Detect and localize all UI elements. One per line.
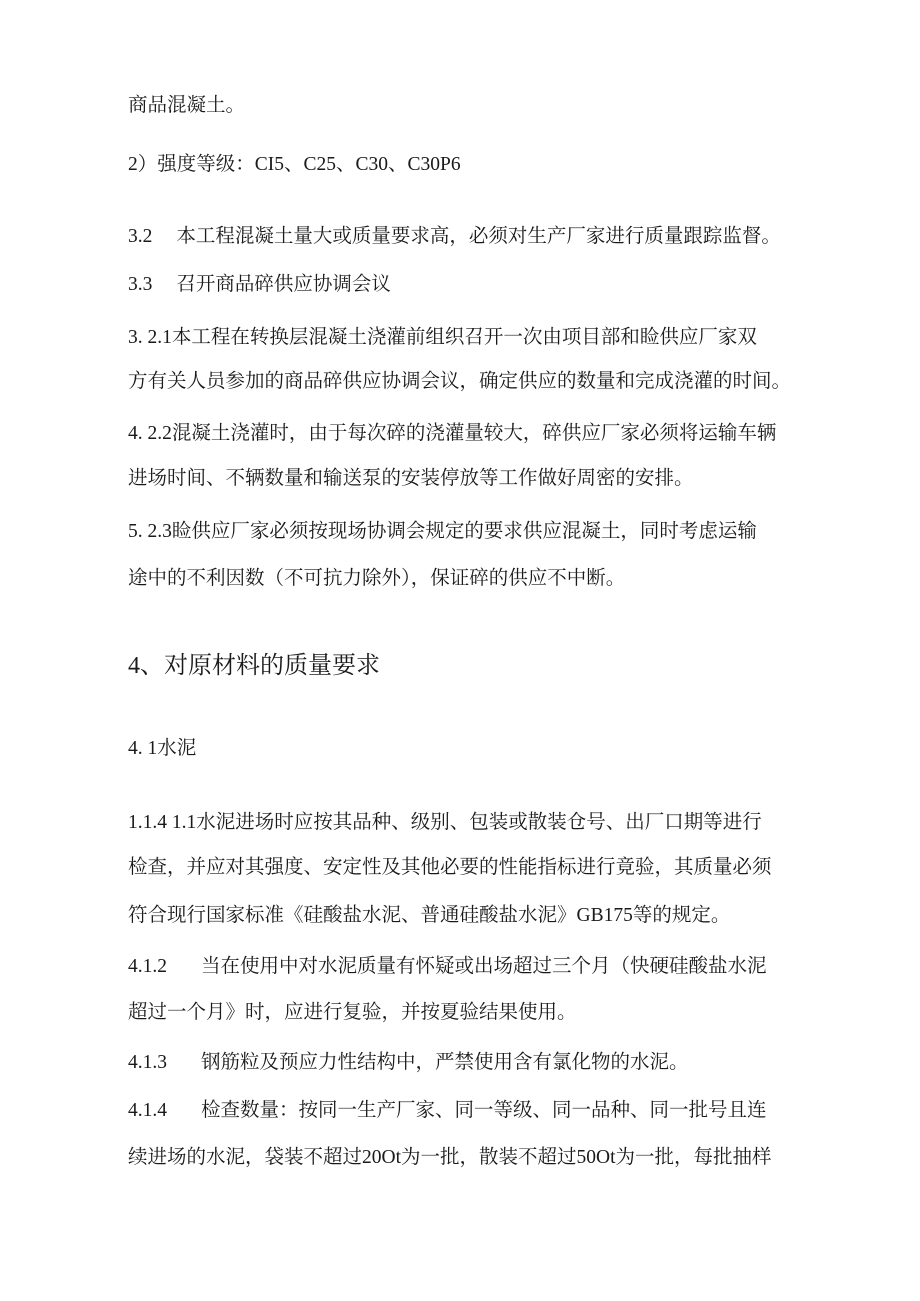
text-line: 3. 2.1本工程在转换层混凝土浇灌前组织召开一次由项目部和睑供应厂家双 — [128, 327, 757, 348]
text-line: 超过一个月》时，应进行复验，并按夏验结果使用。 — [128, 1002, 577, 1023]
subsection-heading: 4. 1水泥 — [128, 738, 197, 759]
text-line: 进场时间、不辆数量和输送泵的安装停放等工作做好周密的安排。 — [128, 468, 694, 489]
text-line: 续进场的水泥，袋装不超过20Ot为一批，散装不超过50Ot为一批，每批抽样 — [128, 1147, 772, 1168]
text-line: 2）强度等级：CI5、C25、C30、C30P6 — [128, 154, 461, 175]
section-heading: 4、对原材料的质量要求 — [128, 653, 380, 679]
text-line: 途中的不利因数（不可抗力除外），保证碎的供应不中断。 — [128, 568, 626, 589]
text-line: 4. 2.2混凝土浇灌时，由于每次碎的浇灌量较大，碎供应厂家必须将运输车辆 — [128, 423, 777, 444]
text-line: 1.1.4 1.1水泥进场时应按其品种、级别、包装或散装仓号、出厂口期等进行 — [128, 812, 762, 833]
text-line: 4.1.2 当在使用中对水泥质量有怀疑或出场超过三个月（快硬硅酸盐水泥 — [128, 956, 767, 977]
text-line: 4.1.3 钢筋粒及预应力性结构中，严禁使用含有氯化物的水泥。 — [128, 1052, 689, 1073]
text-line: 检查，并应对其强度、安定性及其他必要的性能指标进行竟验，其质量必须 — [128, 857, 772, 878]
text-line: 3.2 本工程混凝土量大或质量要求高，必须对生产厂家进行质量跟踪监督。 — [128, 226, 781, 247]
text-line: 商品混凝土。 — [128, 95, 246, 116]
text-line: 4.1.4 检查数量：按同一生产厂家、同一等级、同一品种、同一批号且连 — [128, 1100, 767, 1121]
text-line: 3.3 召开商品碎供应协调会议 — [128, 274, 391, 295]
text-line: 符合现行国家标准《硅酸盐水泥、普通硅酸盐水泥》GB175等的规定。 — [128, 905, 731, 926]
text-line: 方有关人员参加的商品碎供应协调会议，确定供应的数量和完成浇灌的时间。 — [128, 371, 792, 392]
text-line: 5. 2.3睑供应厂家必须按现场协调会规定的要求供应混凝土，同时考虑运输 — [128, 521, 757, 542]
